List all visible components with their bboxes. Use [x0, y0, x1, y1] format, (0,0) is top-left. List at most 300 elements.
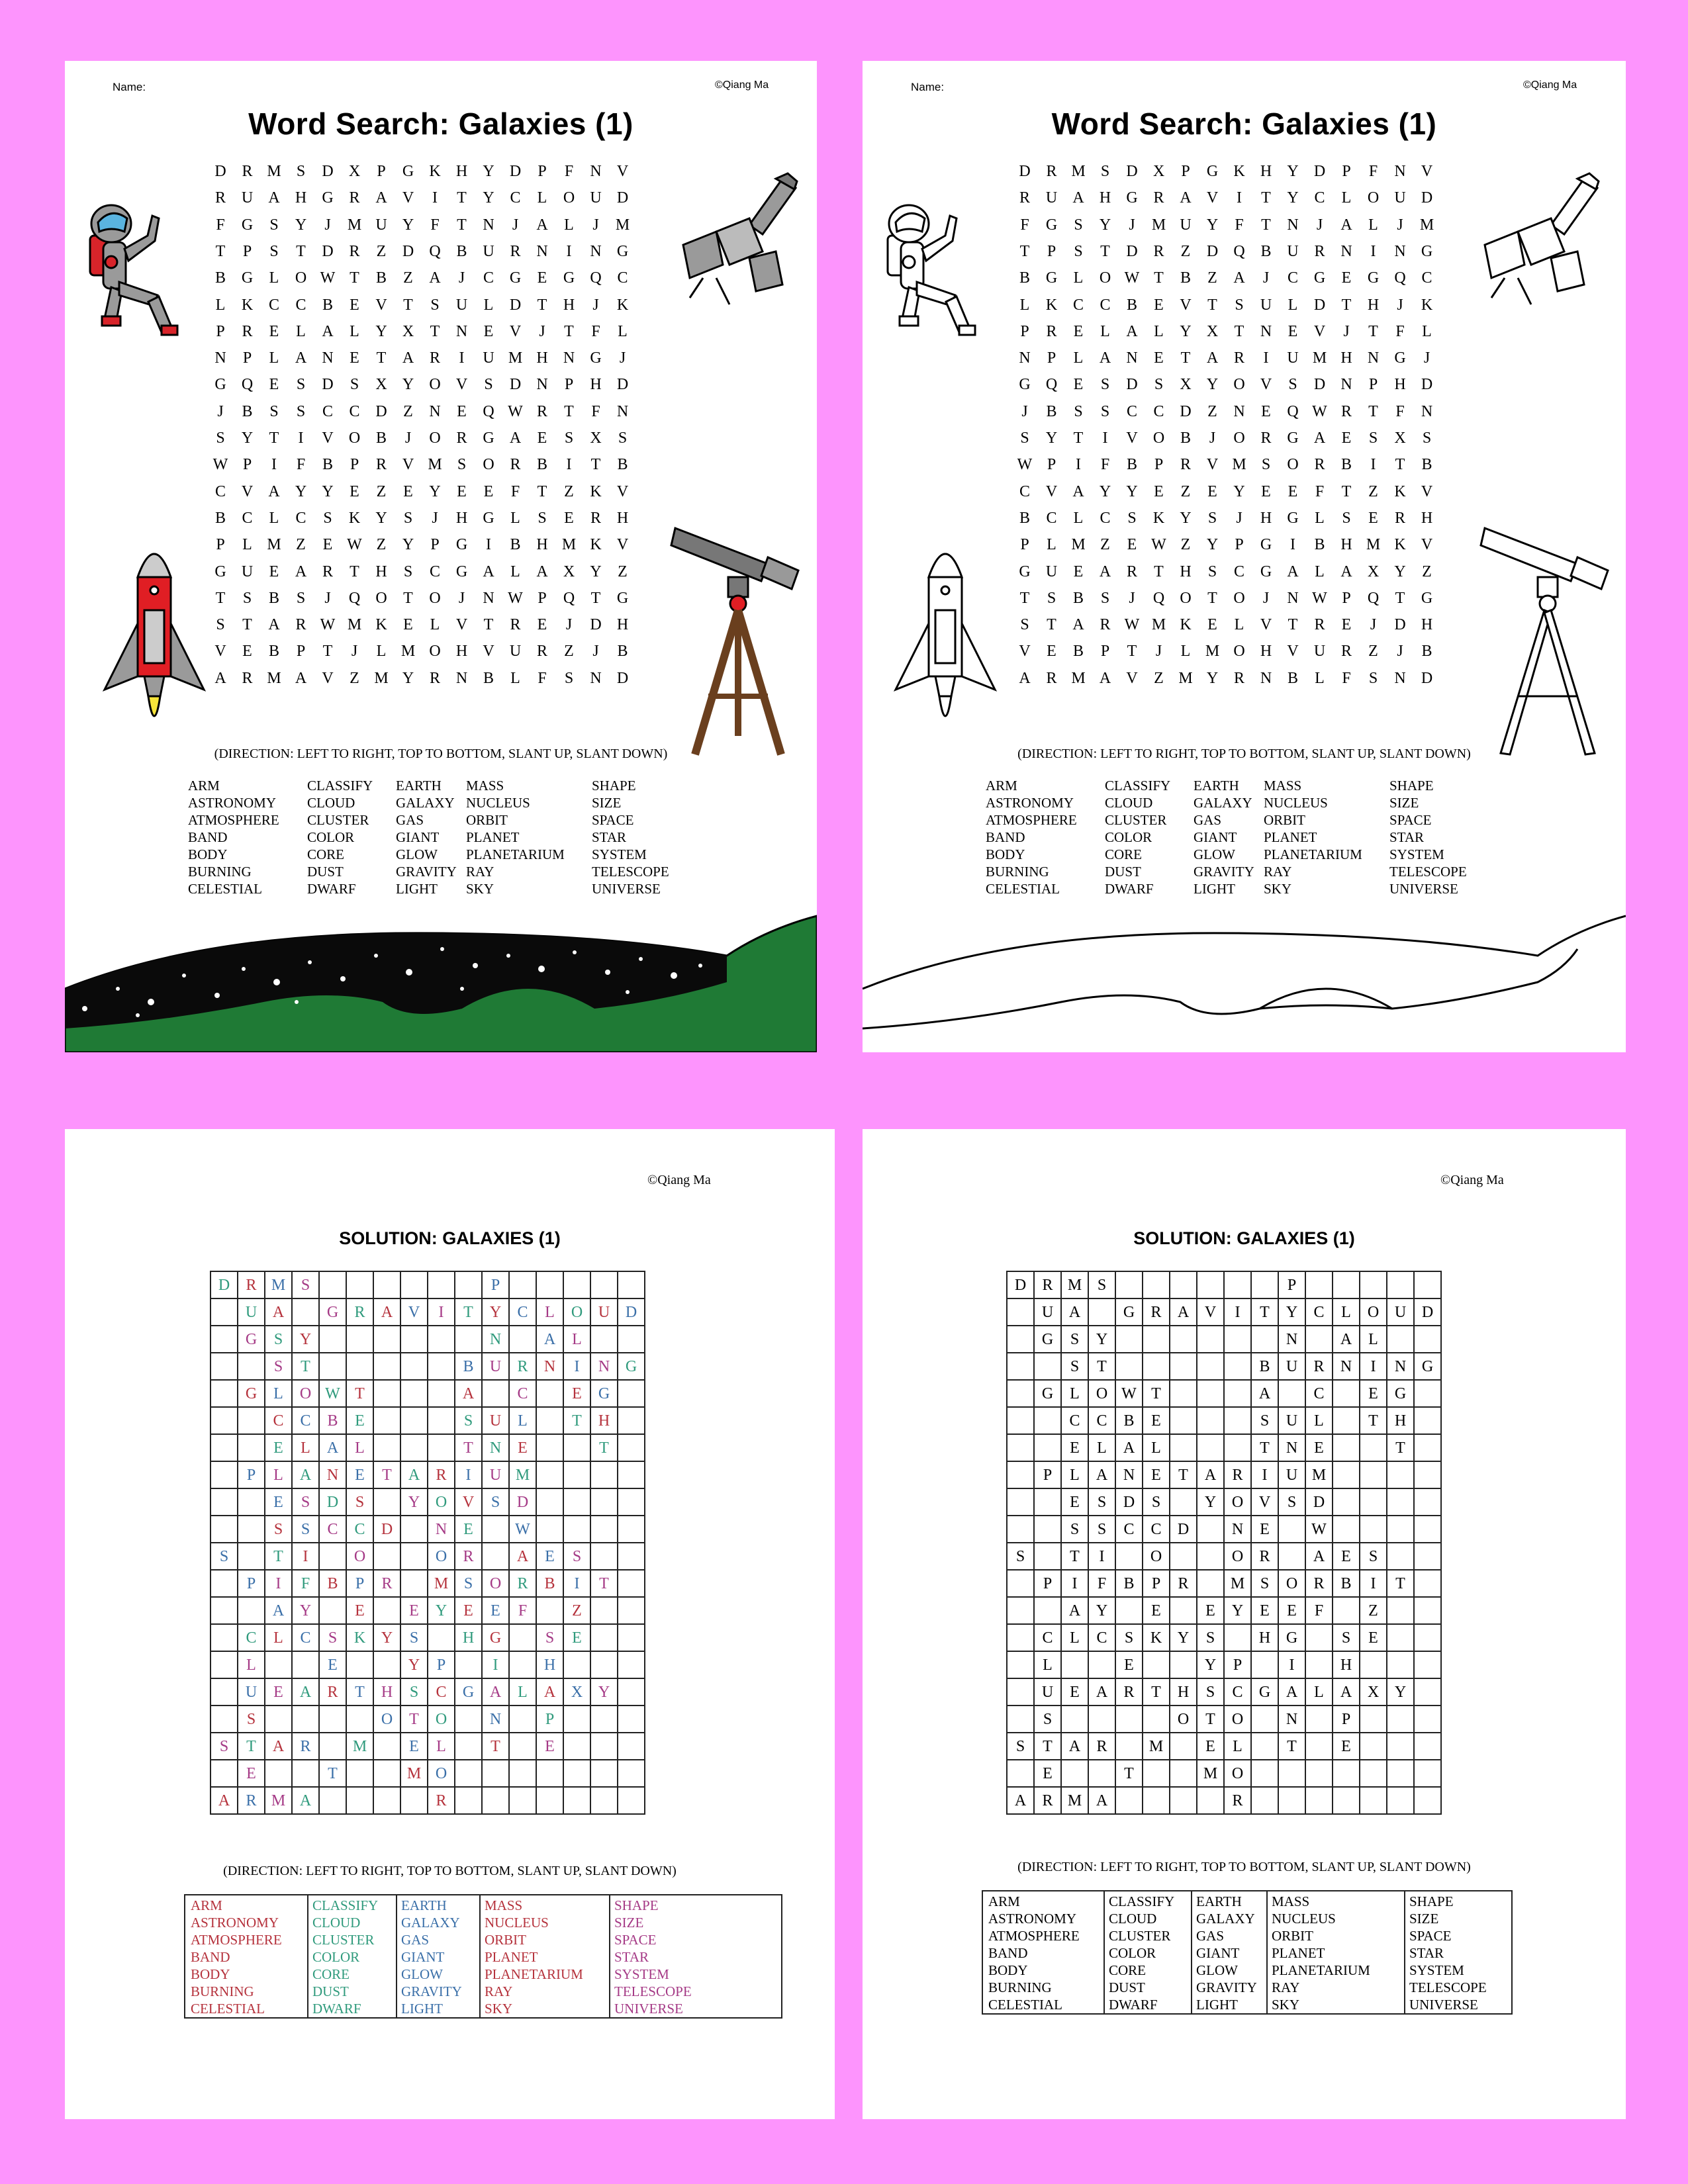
grid-letter[interactable]: X — [348, 163, 361, 180]
grid-letter[interactable]: T — [1288, 616, 1298, 634]
grid-letter[interactable]: J — [592, 643, 599, 660]
grid-letter[interactable]: H — [1180, 563, 1192, 580]
grid-letter[interactable]: L — [1315, 509, 1325, 527]
grid-letter[interactable]: U — [1287, 242, 1299, 260]
grid-letter[interactable]: D — [1126, 242, 1138, 260]
grid-letter[interactable]: S — [1100, 376, 1110, 394]
grid-letter[interactable]: W — [1017, 456, 1033, 474]
grid-letter[interactable]: Y — [295, 482, 307, 500]
grid-letter[interactable]: U — [483, 242, 494, 260]
grid-letter[interactable]: P — [1047, 242, 1056, 260]
grid-letter[interactable]: R — [1233, 349, 1244, 367]
grid-letter[interactable]: K — [590, 482, 602, 500]
grid-letter[interactable]: V — [1206, 189, 1219, 207]
grid-letter[interactable]: C — [617, 269, 628, 287]
grid-letter[interactable]: B — [1072, 589, 1084, 607]
grid-letter[interactable]: E — [1288, 322, 1298, 340]
grid-letter[interactable]: S — [296, 163, 306, 180]
grid-letter[interactable]: L — [269, 269, 279, 287]
grid-letter[interactable]: G — [1045, 269, 1058, 287]
grid-letter[interactable]: V — [1313, 322, 1326, 340]
grid-letter[interactable]: M — [347, 616, 362, 634]
grid-letter[interactable]: E — [1341, 616, 1352, 634]
grid-letter[interactable]: F — [1342, 669, 1351, 687]
grid-letter[interactable]: N — [616, 402, 629, 420]
grid-letter[interactable]: X — [1180, 376, 1192, 394]
grid-letter[interactable]: U — [241, 563, 254, 580]
grid-letter[interactable]: U — [1045, 563, 1058, 580]
grid-letter[interactable]: J — [1129, 216, 1135, 234]
grid-letter[interactable]: P — [350, 456, 359, 474]
grid-letter[interactable]: U — [1313, 643, 1326, 660]
grid-letter[interactable]: T — [1180, 349, 1191, 367]
grid-letter[interactable]: Z — [403, 269, 413, 287]
grid-letter[interactable]: D — [322, 242, 334, 260]
grid-letter[interactable]: O — [1099, 269, 1111, 287]
grid-letter[interactable]: Z — [1180, 242, 1191, 260]
grid-letter[interactable]: E — [457, 402, 467, 420]
grid-letter[interactable]: N — [536, 242, 548, 260]
grid-letter[interactable]: S — [269, 402, 279, 420]
grid-letter[interactable]: E — [1073, 563, 1084, 580]
grid-letter[interactable]: S — [484, 376, 493, 394]
grid-letter[interactable]: D — [509, 296, 522, 314]
grid-letter[interactable]: G — [322, 189, 334, 207]
grid-letter[interactable]: R — [1046, 669, 1057, 687]
grid-letter[interactable]: E — [1127, 536, 1137, 554]
grid-letter[interactable]: F — [1395, 402, 1405, 420]
grid-letter[interactable]: U — [375, 216, 387, 234]
grid-letter[interactable]: C — [1233, 563, 1244, 580]
grid-letter[interactable]: D — [1394, 616, 1406, 634]
grid-letter[interactable]: A — [375, 189, 387, 207]
grid-letter[interactable]: L — [1047, 536, 1056, 554]
grid-letter[interactable]: Q — [563, 589, 575, 607]
grid-letter[interactable]: Y — [1233, 482, 1245, 500]
grid-letter[interactable]: D — [509, 163, 522, 180]
grid-letter[interactable]: L — [1288, 296, 1298, 314]
grid-letter[interactable]: N — [563, 349, 575, 367]
grid-letter[interactable]: S — [1127, 509, 1137, 527]
grid-letter[interactable]: L — [483, 296, 494, 314]
grid-letter[interactable]: A — [322, 322, 334, 340]
grid-letter[interactable]: X — [375, 376, 387, 394]
grid-letter[interactable]: K — [590, 536, 602, 554]
grid-letter[interactable]: U — [1045, 189, 1058, 207]
grid-letter[interactable]: Q — [1287, 402, 1299, 420]
grid-letter[interactable]: Q — [429, 242, 441, 260]
grid-letter[interactable]: T — [1261, 189, 1271, 207]
grid-letter[interactable]: C — [349, 402, 360, 420]
grid-letter[interactable]: B — [1019, 509, 1030, 527]
grid-letter[interactable]: W — [1124, 269, 1140, 287]
grid-letter[interactable]: I — [1102, 430, 1108, 447]
grid-letter[interactable]: M — [1151, 616, 1166, 634]
grid-letter[interactable]: T — [457, 189, 467, 207]
grid-letter[interactable]: B — [268, 643, 279, 660]
grid-letter[interactable]: M — [508, 349, 523, 367]
grid-letter[interactable]: D — [1206, 242, 1219, 260]
grid-letter[interactable]: D — [1126, 376, 1138, 394]
grid-letter[interactable]: M — [1178, 669, 1193, 687]
grid-letter[interactable]: T — [457, 216, 467, 234]
grid-letter[interactable]: Z — [1180, 536, 1191, 554]
grid-letter[interactable]: M — [1205, 643, 1220, 660]
grid-letter[interactable]: J — [592, 296, 599, 314]
grid-letter[interactable]: N — [1019, 349, 1031, 367]
grid-letter[interactable]: L — [1341, 189, 1352, 207]
grid-letter[interactable]: Y — [429, 482, 441, 500]
grid-letter[interactable]: G — [483, 509, 494, 527]
grid-letter[interactable]: H — [616, 616, 629, 634]
grid-letter[interactable]: G — [241, 269, 254, 287]
grid-letter[interactable]: Y — [1099, 482, 1111, 500]
grid-letter[interactable]: S — [1047, 589, 1056, 607]
grid-letter[interactable]: C — [1072, 296, 1084, 314]
grid-letter[interactable]: N — [1287, 216, 1299, 234]
grid-letter[interactable]: D — [1421, 376, 1433, 394]
grid-letter[interactable]: E — [1368, 509, 1378, 527]
grid-letter[interactable]: P — [216, 322, 225, 340]
grid-letter[interactable]: O — [375, 589, 387, 607]
grid-letter[interactable]: V — [483, 643, 494, 660]
grid-letter[interactable]: M — [1071, 669, 1086, 687]
grid-letter[interactable]: D — [1421, 669, 1433, 687]
grid-letter[interactable]: W — [1151, 536, 1166, 554]
grid-letter[interactable]: J — [432, 509, 438, 527]
grid-letter[interactable]: V — [1260, 376, 1272, 394]
grid-letter[interactable]: S — [1020, 430, 1029, 447]
grid-letter[interactable]: Q — [1045, 376, 1058, 394]
grid-letter[interactable]: L — [1315, 563, 1325, 580]
grid-letter[interactable]: N — [483, 589, 494, 607]
grid-letter[interactable]: T — [1100, 242, 1110, 260]
grid-letter[interactable]: R — [1340, 402, 1352, 420]
grid-letter[interactable]: R — [1100, 616, 1111, 634]
grid-letter[interactable]: B — [1180, 269, 1191, 287]
grid-letter[interactable]: T — [1047, 616, 1056, 634]
grid-letter[interactable]: F — [430, 216, 440, 234]
grid-letter[interactable]: G — [1260, 563, 1272, 580]
grid-letter[interactable]: P — [242, 456, 252, 474]
grid-letter[interactable]: B — [1126, 296, 1137, 314]
grid-letter[interactable]: R — [1153, 242, 1164, 260]
grid-letter[interactable]: P — [1342, 589, 1351, 607]
grid-letter[interactable]: T — [1154, 269, 1164, 287]
grid-letter[interactable]: M — [1151, 216, 1166, 234]
grid-letter[interactable]: T — [403, 589, 413, 607]
grid-letter[interactable]: L — [1073, 349, 1084, 367]
grid-letter[interactable]: O — [429, 430, 441, 447]
grid-letter[interactable]: T — [564, 402, 574, 420]
grid-letter[interactable]: U — [590, 189, 602, 207]
grid-letter[interactable]: J — [539, 322, 545, 340]
grid-letter[interactable]: H — [1421, 509, 1433, 527]
grid-letter[interactable]: M — [1232, 456, 1246, 474]
grid-letter[interactable]: P — [1100, 643, 1110, 660]
grid-letter[interactable]: I — [566, 456, 572, 474]
grid-letter[interactable]: R — [1314, 616, 1325, 634]
grid-letter[interactable]: J — [324, 216, 331, 234]
grid-letter[interactable]: M — [561, 536, 577, 554]
grid-letter[interactable]: H — [375, 563, 387, 580]
grid-letter[interactable]: H — [536, 536, 548, 554]
grid-letter[interactable]: W — [320, 269, 336, 287]
grid-letter[interactable]: C — [510, 189, 521, 207]
grid-letter[interactable]: S — [1100, 402, 1110, 420]
grid-letter[interactable]: C — [1019, 482, 1030, 500]
grid-letter[interactable]: F — [1100, 456, 1110, 474]
grid-letter[interactable]: E — [1288, 482, 1298, 500]
grid-letter[interactable]: I — [459, 349, 465, 367]
grid-letter[interactable]: Z — [296, 536, 306, 554]
grid-letter[interactable]: M — [1366, 536, 1381, 554]
grid-letter[interactable]: A — [1072, 482, 1084, 500]
grid-letter[interactable]: G — [1045, 216, 1058, 234]
grid-letter[interactable]: C — [295, 296, 306, 314]
grid-letter[interactable]: N — [1233, 402, 1245, 420]
grid-letter[interactable]: Z — [618, 563, 628, 580]
grid-letter[interactable]: E — [1154, 349, 1164, 367]
grid-letter[interactable]: A — [1099, 669, 1111, 687]
grid-letter[interactable]: J — [1423, 349, 1430, 367]
grid-letter[interactable]: T — [322, 643, 333, 660]
grid-letter[interactable]: Y — [590, 563, 602, 580]
grid-letter[interactable]: R — [1126, 563, 1137, 580]
grid-letter[interactable]: C — [295, 509, 306, 527]
grid-letter[interactable]: N — [1260, 322, 1272, 340]
grid-letter[interactable]: E — [1207, 616, 1217, 634]
grid-letter[interactable]: U — [1287, 349, 1299, 367]
grid-letter[interactable]: T — [350, 269, 359, 287]
grid-letter[interactable]: V — [214, 643, 226, 660]
grid-letter[interactable]: E — [1154, 296, 1164, 314]
grid-letter[interactable]: R — [322, 563, 333, 580]
grid-letter[interactable]: H — [1260, 163, 1272, 180]
grid-letter[interactable]: S — [1074, 216, 1083, 234]
grid-letter[interactable]: C — [1153, 402, 1164, 420]
grid-letter[interactable]: T — [1127, 643, 1137, 660]
grid-letter[interactable]: S — [323, 509, 332, 527]
grid-letter[interactable]: H — [1367, 296, 1380, 314]
grid-letter[interactable]: S — [296, 589, 306, 607]
grid-letter[interactable]: V — [322, 669, 334, 687]
grid-letter[interactable]: G — [241, 216, 254, 234]
grid-letter[interactable]: P — [242, 349, 252, 367]
grid-letter[interactable]: L — [376, 643, 387, 660]
grid-letter[interactable]: B — [1180, 430, 1191, 447]
grid-letter[interactable]: O — [429, 643, 441, 660]
grid-letter[interactable]: S — [296, 402, 306, 420]
grid-letter[interactable]: M — [347, 216, 362, 234]
grid-letter[interactable]: V — [616, 163, 629, 180]
grid-letter[interactable]: R — [295, 616, 306, 634]
grid-letter[interactable]: Z — [1368, 643, 1378, 660]
grid-letter[interactable]: L — [350, 322, 359, 340]
grid-letter[interactable]: B — [322, 296, 333, 314]
grid-letter[interactable]: H — [563, 296, 575, 314]
grid-letter[interactable]: T — [1207, 296, 1217, 314]
grid-letter[interactable]: Y — [1287, 163, 1299, 180]
grid-letter[interactable]: S — [430, 296, 440, 314]
grid-letter[interactable]: S — [1288, 376, 1297, 394]
grid-letter[interactable]: U — [241, 189, 254, 207]
grid-letter[interactable]: T — [483, 616, 494, 634]
grid-letter[interactable]: L — [618, 322, 628, 340]
grid-letter[interactable]: F — [1235, 216, 1244, 234]
grid-letter[interactable]: Z — [350, 669, 359, 687]
grid-letter[interactable]: V — [322, 430, 334, 447]
grid-letter[interactable]: M — [1419, 216, 1434, 234]
grid-letter[interactable]: S — [216, 430, 225, 447]
grid-letter[interactable]: S — [1100, 589, 1110, 607]
grid-letter[interactable]: G — [616, 589, 629, 607]
grid-letter[interactable]: W — [347, 536, 362, 554]
grid-letter[interactable]: R — [242, 163, 253, 180]
grid-letter[interactable]: Z — [564, 482, 574, 500]
grid-letter[interactable]: B — [322, 456, 333, 474]
grid-letter[interactable]: J — [1397, 216, 1403, 234]
grid-letter[interactable]: R — [510, 242, 521, 260]
grid-letter[interactable]: G — [1126, 189, 1138, 207]
grid-letter[interactable]: M — [267, 669, 281, 687]
grid-letter[interactable]: K — [241, 296, 254, 314]
grid-letter[interactable]: N — [1340, 376, 1352, 394]
grid-letter[interactable]: V — [1421, 163, 1433, 180]
grid-letter[interactable]: S — [269, 242, 279, 260]
grid-letter[interactable]: R — [349, 189, 360, 207]
grid-letter[interactable]: L — [1154, 322, 1164, 340]
grid-letter[interactable]: Z — [1100, 536, 1110, 554]
grid-letter[interactable]: D — [1180, 402, 1192, 420]
grid-letter[interactable]: L — [510, 563, 520, 580]
grid-letter[interactable]: B — [1126, 456, 1137, 474]
grid-letter[interactable]: Z — [1207, 269, 1217, 287]
grid-letter[interactable]: S — [1368, 669, 1378, 687]
grid-letter[interactable]: A — [1126, 322, 1138, 340]
grid-letter[interactable]: V — [455, 376, 468, 394]
grid-letter[interactable]: P — [1235, 536, 1244, 554]
grid-letter[interactable]: L — [1019, 296, 1030, 314]
grid-letter[interactable]: S — [1261, 456, 1271, 474]
grid-letter[interactable]: P — [242, 242, 252, 260]
grid-letter[interactable]: L — [537, 189, 547, 207]
grid-letter[interactable]: S — [1422, 430, 1432, 447]
grid-letter[interactable]: R — [510, 616, 521, 634]
grid-letter[interactable]: X — [563, 563, 575, 580]
grid-letter[interactable]: I — [432, 189, 438, 207]
grid-letter[interactable]: Q — [1152, 589, 1165, 607]
grid-letter[interactable]: Y — [1287, 189, 1299, 207]
grid-letter[interactable]: J — [1370, 616, 1377, 634]
grid-letter[interactable]: S — [564, 669, 574, 687]
grid-letter[interactable]: C — [1126, 402, 1137, 420]
grid-letter[interactable]: E — [242, 643, 252, 660]
grid-letter[interactable]: T — [590, 589, 601, 607]
grid-letter[interactable]: R — [510, 456, 521, 474]
grid-letter[interactable]: M — [400, 643, 416, 660]
grid-letter[interactable]: R — [1046, 322, 1057, 340]
grid-letter[interactable]: U — [1180, 216, 1192, 234]
grid-letter[interactable]: E — [350, 482, 359, 500]
grid-letter[interactable]: T — [1207, 589, 1217, 607]
grid-letter[interactable]: O — [1233, 589, 1245, 607]
grid-letter[interactable]: P — [430, 536, 440, 554]
grid-letter[interactable]: E — [1261, 482, 1271, 500]
grid-letter[interactable]: T — [564, 322, 574, 340]
grid-letter[interactable]: E — [350, 296, 359, 314]
grid-letter[interactable]: V — [402, 189, 414, 207]
grid-letter[interactable]: C — [483, 269, 494, 287]
grid-letter[interactable]: T — [1395, 456, 1405, 474]
grid-letter[interactable]: J — [1397, 643, 1403, 660]
grid-letter[interactable]: S — [403, 563, 413, 580]
grid-letter[interactable]: L — [269, 509, 279, 527]
grid-letter[interactable]: S — [538, 509, 547, 527]
grid-letter[interactable]: B — [1340, 456, 1352, 474]
grid-letter[interactable]: Y — [1180, 322, 1192, 340]
grid-letter[interactable]: L — [296, 322, 306, 340]
grid-letter[interactable]: F — [1315, 482, 1325, 500]
grid-letter[interactable]: S — [1207, 509, 1217, 527]
grid-letter[interactable]: I — [1076, 456, 1081, 474]
grid-letter[interactable]: P — [1342, 163, 1351, 180]
grid-letter[interactable]: H — [455, 643, 468, 660]
grid-letter[interactable]: L — [1073, 269, 1084, 287]
grid-letter[interactable]: S — [1074, 242, 1083, 260]
grid-letter[interactable]: A — [1340, 563, 1352, 580]
grid-letter[interactable]: G — [1421, 589, 1433, 607]
grid-letter[interactable]: F — [591, 402, 600, 420]
grid-letter[interactable]: I — [1370, 242, 1376, 260]
grid-letter[interactable]: G — [1206, 163, 1219, 180]
grid-letter[interactable]: D — [1313, 163, 1326, 180]
grid-letter[interactable]: D — [1313, 296, 1326, 314]
grid-letter[interactable]: E — [1207, 482, 1217, 500]
grid-letter[interactable]: A — [268, 482, 280, 500]
grid-letter[interactable]: P — [216, 536, 225, 554]
grid-letter[interactable]: Y — [402, 669, 414, 687]
grid-letter[interactable]: N — [590, 242, 602, 260]
grid-letter[interactable]: H — [616, 509, 629, 527]
grid-letter[interactable]: V — [1126, 669, 1138, 687]
grid-letter[interactable]: R — [1394, 509, 1405, 527]
grid-letter[interactable]: F — [564, 163, 574, 180]
grid-letter[interactable]: B — [375, 430, 387, 447]
grid-letter[interactable]: G — [509, 269, 522, 287]
grid-letter[interactable]: A — [536, 563, 548, 580]
grid-letter[interactable]: S — [1020, 616, 1029, 634]
grid-letter[interactable]: S — [457, 456, 467, 474]
grid-letter[interactable]: M — [428, 456, 442, 474]
grid-letter[interactable]: I — [1290, 536, 1295, 554]
grid-letter[interactable]: O — [348, 430, 361, 447]
grid-letter[interactable]: A — [536, 216, 548, 234]
grid-letter[interactable]: H — [1260, 643, 1272, 660]
grid-letter[interactable]: S — [1100, 163, 1110, 180]
grid-letter[interactable]: J — [565, 616, 573, 634]
grid-letter[interactable]: N — [590, 163, 602, 180]
grid-letter[interactable]: T — [296, 242, 306, 260]
grid-letter[interactable]: G — [616, 242, 629, 260]
grid-letter[interactable]: P — [1181, 163, 1190, 180]
grid-letter[interactable]: E — [269, 563, 279, 580]
grid-letter[interactable]: N — [322, 349, 334, 367]
grid-letter[interactable]: H — [295, 189, 307, 207]
grid-letter[interactable]: B — [510, 536, 521, 554]
grid-letter[interactable]: C — [1314, 189, 1325, 207]
grid-letter[interactable]: H — [590, 376, 602, 394]
